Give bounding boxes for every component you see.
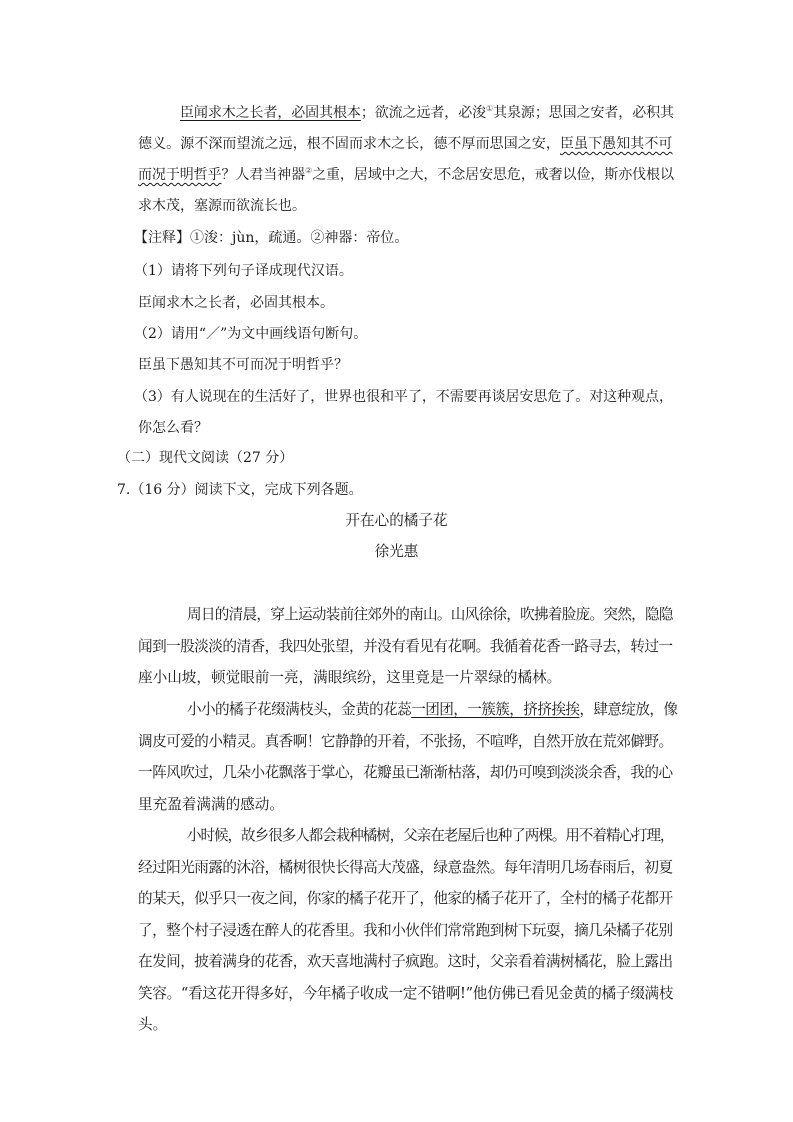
essay-p3-line-5: 在发间，披着满身的花香，欢天喜地满村子疯跑。这时，父亲看着满树橘花，脸上露出 [138, 953, 673, 970]
essay-p2-line-4: 里充盈着满满的感动。 [138, 796, 284, 813]
essay-author: 徐光惠 [374, 543, 419, 560]
classical-line-2 [138, 135, 673, 153]
essay-p2-line-2: 调皮可爱的小精灵。真香啊！它静静的开着，不张扬，不喧哗，自然开放在荒郊僻野。 [138, 733, 673, 750]
text: 其泉源；思国之安者，必积其 [493, 105, 674, 121]
wavy-underlined-sentence-cont: 而况于明哲乎 [138, 167, 222, 183]
text: ？人君当神器 [221, 167, 305, 183]
essay-p1-line-3: 座小山坡，顿觉眼前一亮，满眼缤纷，这里竟是一片翠绿的橘林。 [138, 669, 562, 686]
question-3-prompt-line-2: 你怎么看？ [138, 420, 208, 436]
section-heading: （二）现代文阅读（27 分） [117, 450, 294, 466]
underlined-phrase: 一团团，一簇簇，挤挤挨挨 [411, 701, 580, 718]
question-1-item: 臣闻求木之长者，必固其根本。 [138, 295, 334, 311]
annotation: 【注释】①浚：jùn，疏通。②神器：帝位。 [134, 230, 409, 246]
text: ；欲流之远者，必浚 [360, 105, 487, 121]
essay-p1-line-1: 周日的清晨，穿上运动装前往郊外的南山。山风徐徐，吹拂着脸庞。突然，隐隐 [187, 606, 673, 623]
wavy-underlined-sentence: 臣虽下愚知其不可 [559, 136, 673, 152]
essay-p3-line-3: 的某天，似乎只一夜之间，你家的橘子花开了，他家的橘子花开了，全村的橘子花都开 [138, 890, 673, 907]
question-3-prompt-line-1: （3）有人说现在的生活好了，世界也很和平了，不需要再谈居安思危了。对这种观点， [134, 389, 673, 405]
text: 小小的橘子花缀满枝头，金黄的花蕊 [187, 701, 412, 718]
essay-p3-line-2: 经过阳光雨露的沐浴，橘树很快长得高大茂盛，绿意盎然。每年清明几场春雨后，初夏 [138, 859, 673, 876]
classical-line-1 [180, 104, 673, 122]
underlined-sentence: 臣闻求木之长者，必固其根本 [180, 105, 361, 121]
classical-line-3 [138, 166, 674, 184]
question-2-item: 臣虽下愚知其不可而况于明哲乎？ [138, 357, 348, 373]
essay-p3-line-6: 笑容。“看这花开得多好，今年橘子收成一定不错啊!”他仿佛已看见金黄的橘子缀满枝 [138, 985, 674, 1002]
essay-p2-line-1 [187, 701, 677, 719]
text: ，肆意绽放，像 [579, 701, 678, 718]
footnote-marker-1: ① [486, 104, 494, 113]
essay-p3-line-1: 小时候，故乡很多人都会栽种橘树，父亲在老屋后也种了两棵。用不着精心打理， [187, 827, 674, 844]
essay-p1-line-2: 闻到一股淡淡的清香，我四处张望，并没有看见有花啊。我循着花香一路寻去，转过一 [138, 638, 673, 655]
essay-title: 开在心的橘子花 [345, 512, 448, 529]
essay-p2-line-3: 一阵风吹过，几朵小花飘落于掌心，花瓣虽已渐渐枯落，却仍可嗅到淡淡余香，我的心 [138, 764, 673, 781]
essay-p3-line-4: 了，整个村子浸透在醉人的花香里。我和小伙伴们常常跑到树下玩耍，摘几朵橘子花别 [138, 922, 673, 939]
question-2-prompt: （2）请用“／”为文中画线语句断句。 [134, 326, 368, 342]
essay-p3-line-7: 头。 [138, 1016, 168, 1033]
question-7-heading: 7.（16 分）阅读下文，完成下列各题。 [117, 482, 363, 498]
question-1-prompt: （1）请将下列句子译成现代汉语。 [134, 263, 353, 279]
text: 之重，居域中之大，不念居安思危，戒奢以俭，斯亦伐根以 [312, 167, 674, 183]
text: 德义。源不深而望流之远，根不固而求木之长，德不厚而思国之安， [138, 136, 560, 152]
footnote-marker-2: ② [305, 166, 313, 175]
classical-line-4: 求木茂，塞源而欲流长也。 [138, 198, 306, 214]
